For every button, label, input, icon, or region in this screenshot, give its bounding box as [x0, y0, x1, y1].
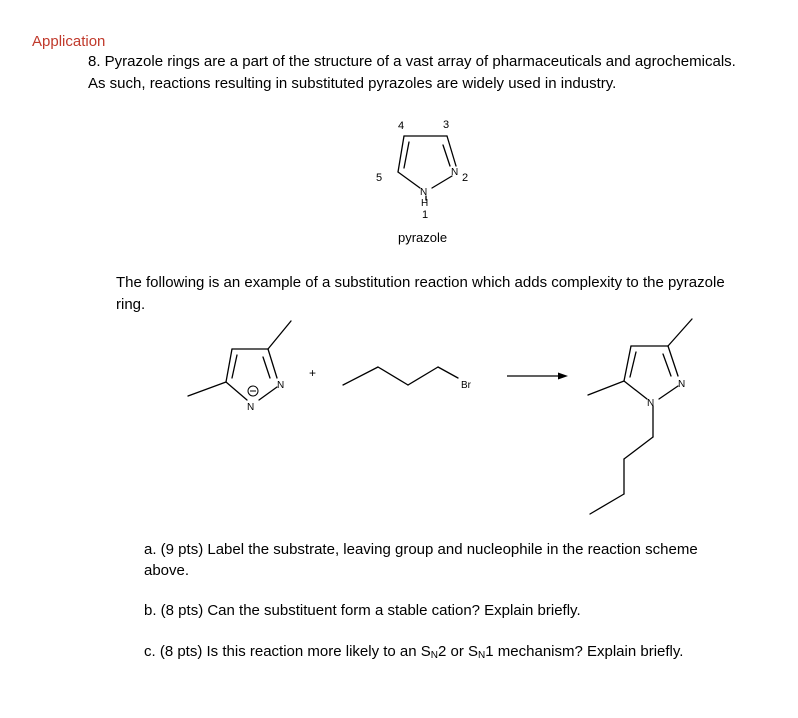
question-c	[144, 641, 764, 666]
question-c-suffix: 1 mechanism? Explain briefly.	[485, 643, 684, 660]
chain-bond-1	[343, 367, 378, 385]
chain-bond-4	[438, 367, 458, 378]
question-a	[144, 539, 764, 581]
atom-h: H	[421, 198, 429, 209]
atom-n2: N	[451, 167, 459, 178]
question-c-prefix: c. (8 pts) Is this reaction more likely to an S	[144, 643, 431, 660]
p-chain-bond-2	[624, 437, 653, 459]
p-chain-bond-4	[590, 494, 624, 514]
p-bond-n1-c5	[624, 381, 647, 399]
r-bond-n1-c5	[226, 382, 247, 400]
r-methyl-c5	[188, 382, 226, 396]
p-bond-c4-c5-inner	[630, 352, 636, 377]
leaving-atom-br: Br	[461, 380, 471, 391]
p-methyl-c3	[668, 319, 692, 346]
atom-n1: N	[420, 187, 428, 198]
question-b: b. (8 pts) Can the substituent form a stable cation? Explain briefly.	[144, 602, 581, 619]
r-methyl-c3	[268, 321, 291, 349]
section-label: Application	[32, 33, 106, 50]
plus-sign: +	[309, 366, 317, 380]
pyrazole-caption: pyrazole	[398, 230, 448, 245]
chain-bond-2	[378, 367, 408, 385]
question-a-line-2: above.	[144, 562, 190, 579]
position-label-4: 4	[398, 120, 405, 132]
position-label-5: 5	[376, 172, 383, 184]
reactant-atom-n1: N	[247, 402, 255, 413]
intro-line-2: As such, reactions resulting in substituted pyrazoles are widely used in industry.	[88, 75, 617, 92]
position-label-2: 2	[462, 172, 469, 184]
r-bond-c3-n2-inner	[263, 357, 270, 378]
reaction-arrow-head	[558, 373, 568, 380]
question-a-line-1: a. (9 pts) Label the substrate, leaving group and nucleophile in the reaction scheme	[144, 541, 698, 558]
example-line-1: The following is an example of a substitution reaction which adds complexity to the pyrazole	[116, 274, 725, 291]
example-line-2: ring.	[116, 296, 146, 313]
r-bond-c4-c5-inner	[232, 355, 237, 378]
product-atom-n2: N	[678, 379, 686, 390]
p-bond-n2-n1	[659, 386, 678, 399]
p-methyl-c5	[588, 381, 624, 395]
r-bond-c4-c5	[226, 349, 232, 382]
chain-bond-3	[408, 367, 438, 385]
product-atom-n1: N	[647, 398, 655, 409]
position-label-1: 1	[422, 209, 429, 221]
sn1-subscript: N	[478, 650, 486, 661]
intro-line-1: 8. Pyrazole rings are a part of the structure of a vast array of pharmaceuticals and agrochemicals.	[88, 53, 736, 70]
r-bond-c3-n2	[268, 349, 277, 378]
reactant-atom-n2: N	[277, 380, 285, 391]
question-c-mid: 2 or S	[438, 643, 479, 660]
p-bond-c3-n2-inner	[663, 354, 671, 376]
sn2-subscript: N	[430, 650, 439, 661]
position-label-3: 3	[443, 119, 450, 131]
r-bond-n2-n1	[259, 387, 277, 400]
